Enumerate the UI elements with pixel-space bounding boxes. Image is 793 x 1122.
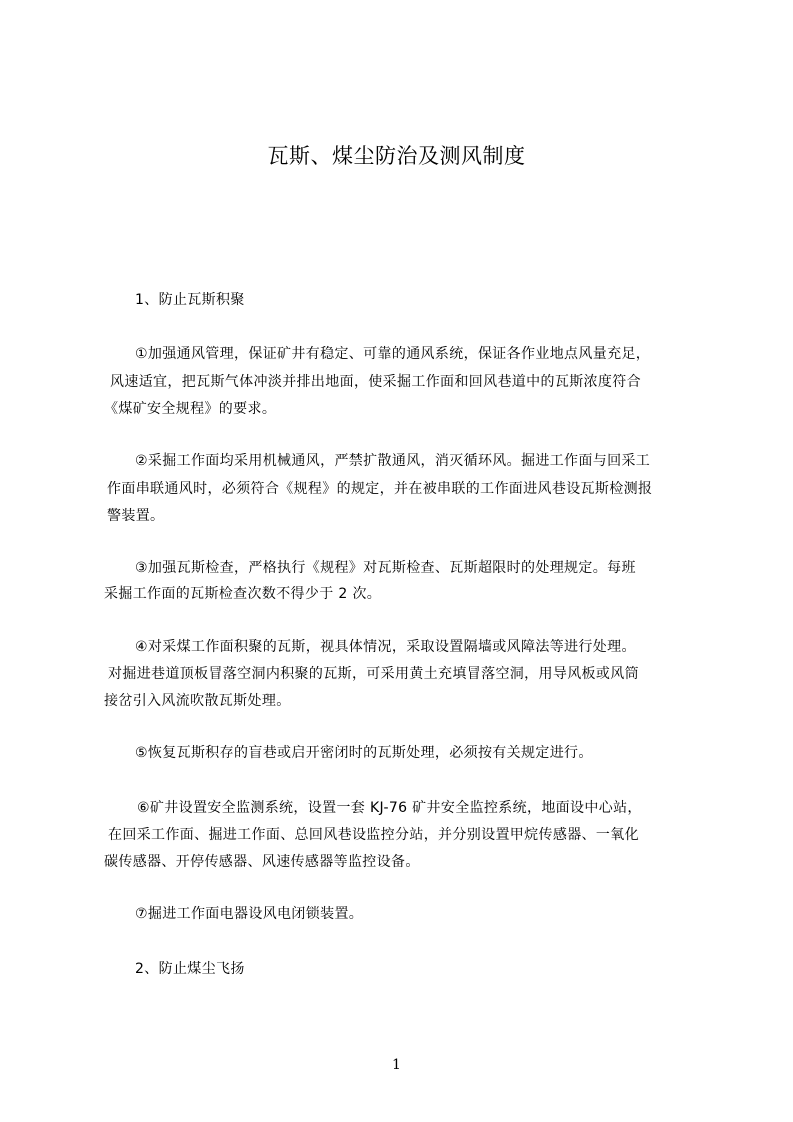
page-number: 1 [392,1057,401,1073]
paragraph-4-line-1: ④对采煤工作面积聚的瓦斯，视具体情况，采取设置隔墙或风障法等进行处理。 [135,639,636,655]
paragraph-2-line-3: 警装置。 [107,508,165,524]
paragraph-2-line-1: ②采掘工作面均采用机械通风，严禁扩散通风，消灭循环风。掘进工作面与回采工 [135,453,651,469]
paragraph-5-line-1: ⑤恢复瓦斯积存的盲巷或启开密闭时的瓦斯处理，必须按有关规定进行。 [135,745,593,761]
paragraph-6-line-1: ⑥矿井设置安全监测系统，设置一套 KJ-76 矿井安全监控系统，地面设中心站， [137,800,642,816]
section-heading-1: 1、防止瓦斯积聚 [135,292,245,308]
document-title: 瓦斯、煤尘防治及测风制度 [267,144,526,168]
paragraph-4-line-3: 接岔引入风流吹散瓦斯处理。 [104,693,291,709]
paragraph-1-line-1: ①加强通风管理，保证矿井有稳定、可靠的通风系统，保证各作业地点风量充足， [135,346,651,362]
section-heading-2: 2、防止煤尘飞扬 [135,961,245,977]
paragraph-6-line-2: 在回采工作面、掘进工作面、总回风巷设监控分站，并分别设置甲烷传感器、一氧化 [108,827,639,843]
paragraph-7-line-1: ⑦掘进工作面电器设风电闭锁装置。 [135,906,364,922]
paragraph-4-line-2: 对掘进巷道顶板冒落空洞内积聚的瓦斯，可采用黄土充填冒落空洞，用导风板或风筒 [108,666,639,682]
paragraph-2-line-2: 作面串联通风时，必须符合《规程》的规定，并在被串联的工作面进风巷设瓦斯检测报 [107,481,653,497]
paragraph-1-line-2: 风速适宜，把瓦斯气体冲淡并排出地面，使采掘工作面和回风巷道中的瓦斯浓度符合 [110,374,641,390]
paragraph-6-line-3: 碳传感器、开停传感器、风速传感器等监控设备。 [104,854,420,870]
paragraph-3-line-2: 采掘工作面的瓦斯检查次数不得少于 2 次。 [104,586,382,602]
paragraph-1-line-3: 《煤矿安全规程》的要求。 [104,401,277,417]
paragraph-3-line-1: ③加强瓦斯检查，严格执行《规程》对瓦斯检查、瓦斯超限时的处理规定。每班 [135,560,636,576]
